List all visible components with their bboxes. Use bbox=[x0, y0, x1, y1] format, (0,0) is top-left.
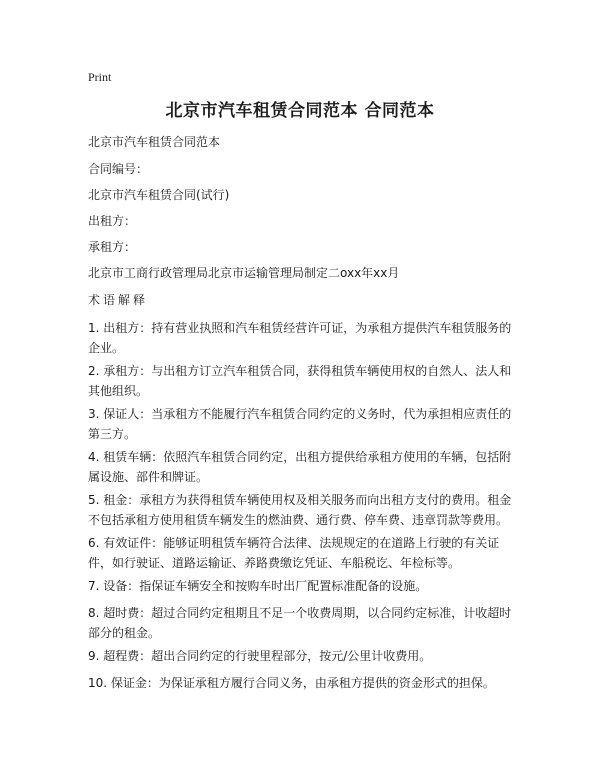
term-item: 6. 有效证件：能够证明租赁车辆符合法律、法规规定的在道路上行驶的有关证件，如行驶证、道路运输证、养路费缴讫凭证、车船税讫、年检标等。 bbox=[88, 536, 500, 570]
term-item: 8. 超时费：超过合同约定租期且不足一个收费周期，以合同约定标准，计收超时部分的租金。 bbox=[88, 606, 512, 640]
term-item: 2. 承租方：与出租方订立汽车租赁合同，获得租赁车辆使用权的自然人、法人和其他组织。 bbox=[88, 364, 512, 398]
lessee-label: 承租方： bbox=[88, 240, 137, 254]
term-item: 1. 出租方：持有营业执照和汽车租赁经营许可证，为承租方提供汽车租赁服务的企业。 bbox=[88, 321, 512, 355]
doc-subtitle: 北京市汽车租赁合同范本 bbox=[88, 135, 221, 149]
term-item: 10. 保证金：为保证承租方履行合同义务，由承租方提供的资金形式的担保。 bbox=[88, 676, 495, 690]
print-link[interactable]: Print bbox=[88, 70, 112, 84]
page-title: 北京市汽车租赁合同范本 合同范本 bbox=[165, 101, 435, 121]
term-item: 3. 保证人：当承租方不能履行汽车租赁合同约定的义务时，代为承担相应责任的第三方。 bbox=[88, 407, 512, 441]
term-item: 4. 租赁车辆：依照汽车租赁合同约定，出租方提供给承租方使用的车辆，包括附属设施、部件和牌证。 bbox=[88, 450, 512, 484]
lessor-label: 出租方： bbox=[88, 214, 137, 228]
term-item: 9. 超程费：超出合同约定的行驶里程部分，按元/公里计收费用。 bbox=[88, 649, 432, 663]
issuer-line: 北京市工商行政管理局北京市运输管理局制定二oxx年xx月 bbox=[88, 266, 400, 280]
section-heading: 术语解释 bbox=[88, 293, 149, 307]
term-item: 5. 租金：承租方为获得租赁车辆使用权及相关服务而向出租方支付的费用。租金不包括承租方使用租赁车辆发生的燃油费、通行费、停车费、违章罚款等费用。 bbox=[88, 493, 512, 527]
contract-number-label: 合同编号： bbox=[88, 162, 149, 176]
term-item: 7. 设备：指保证车辆安全和按购车时出厂配置标准配备的设施。 bbox=[88, 579, 428, 593]
contract-name: 北京市汽车租赁合同(试行) bbox=[88, 188, 230, 202]
